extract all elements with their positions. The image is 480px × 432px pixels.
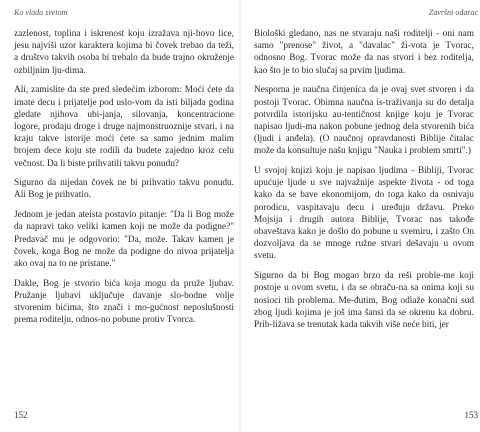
paragraph: Nesporna je naučna činjenica da je ovaj svet stvoren i da postoji Tvorac. Obimna naučna is-traživanja su do detalja potvrdila istorijsku au-tentičnost knjige koju je Tvorac napisao ljudi-ma nakon pobune jednog dela stvorenih bića (ljudi i anđela). (O naučnoj opravdanosti Biblije čitalac može da konsultuje našu knjigu "Nauka i problem smrti".)	[254, 85, 474, 157]
paragraph: Jednom je jedan ateista postavio pitanje: "Da li Bog može da napravi tako veliki kamen koji ne može da podigne?" Predavač mu je odgovorio: "Da, može. Takav kamen je čovek, koga Bog ne može da podigne do nivoa prijatelja ako ovaj na to ne pristane."	[14, 210, 234, 269]
running-header-right: Završni odarac	[428, 8, 478, 17]
right-page-body	[254, 28, 474, 339]
paragraph: Biološki gledano, nas ne stvaraju naši roditelji - oni nam samo "prenose" život, a "davalac" ži-vota je Tvorac, odnosno Bog. Tvorac može da nas stvori i bez roditelja, kao što je to bio slučaj sa prvim ljudima.	[254, 29, 474, 76]
paragraph: Ali, zamislite da ste pred sledećim izborom: Moći ćete da imate decu i prijatelje pod uslo-vom da isti biljada godina gledate njihova ubi-janja, silovanja, koncentracione logore, prodaju droge i druge najmonstruoznije stvari, i na kraju takve istorije moći ćete sa samo jednim malim brojem dece koju ste rodili da budete zajedno kroz celu večnost. Da li biste prihvatili takvu ponudu?	[14, 85, 234, 169]
paragraph: U svojoj knjizi koju je napisao ljudima - Bibliji, Tvorac upućuje ljude u sve najvažnije aspekte života - od toga kako da se bave ekonomijom, do toga kako da osnivaju porodicu, vaspitavaju decu i uređuju državu. Preko Mojsija i drugih autora Biblije, Tvorac nas takođe obaveštava kako je došlo do pobune u svemiru, i zašto On dozvoljava da se mnoge ružne stvari dešavaju u ovom svetu.	[254, 166, 474, 262]
page-number-left: 152	[14, 410, 28, 420]
left-page	[14, 0, 234, 432]
page-number-right: 153	[464, 410, 478, 420]
running-header-left: Ko vlada svetom	[14, 8, 68, 17]
left-page-body	[14, 28, 234, 334]
paragraph: zazlenost, toplina i iskrenost koju izražava nji-hovo lice, jesu najviši uzor karaktera kojima bi čovek trebao da teži, a društvo takvih osoba bi trebalo da bude trajno okruženje ozbiljnim lju-dima.	[14, 29, 234, 76]
paragraph: Sigurno da bi Bog mogao brzo da reši proble-me koji postoje u ovom svetu, i da se obraču-na sa onima koji su nosioci tih problema. Me-đutim, Bog odlaže konačni sud zbog ljudi kojima je još ima šansi da se okrenu ka dobru. Prib-ližava se trenutak kada takvih više neće biti, jer	[254, 271, 474, 330]
book-gutter	[239, 0, 241, 432]
paragraph: Sigurno da nijedan čovek ne bi prihvatio takvu ponudu. Ali Bog je prihvatio.	[14, 178, 234, 201]
right-page	[254, 0, 478, 432]
paragraph: Dakle, Bog je stvorio bića koja mogu da pruže ljubav. Pružanje ljubavi uključuje davanje slo-bodne volje stvorenim bićima, što znači i mo-gućnost neposlušnosti prema roditelju, odnos-no pobune protiv Tvorca.	[14, 278, 234, 326]
